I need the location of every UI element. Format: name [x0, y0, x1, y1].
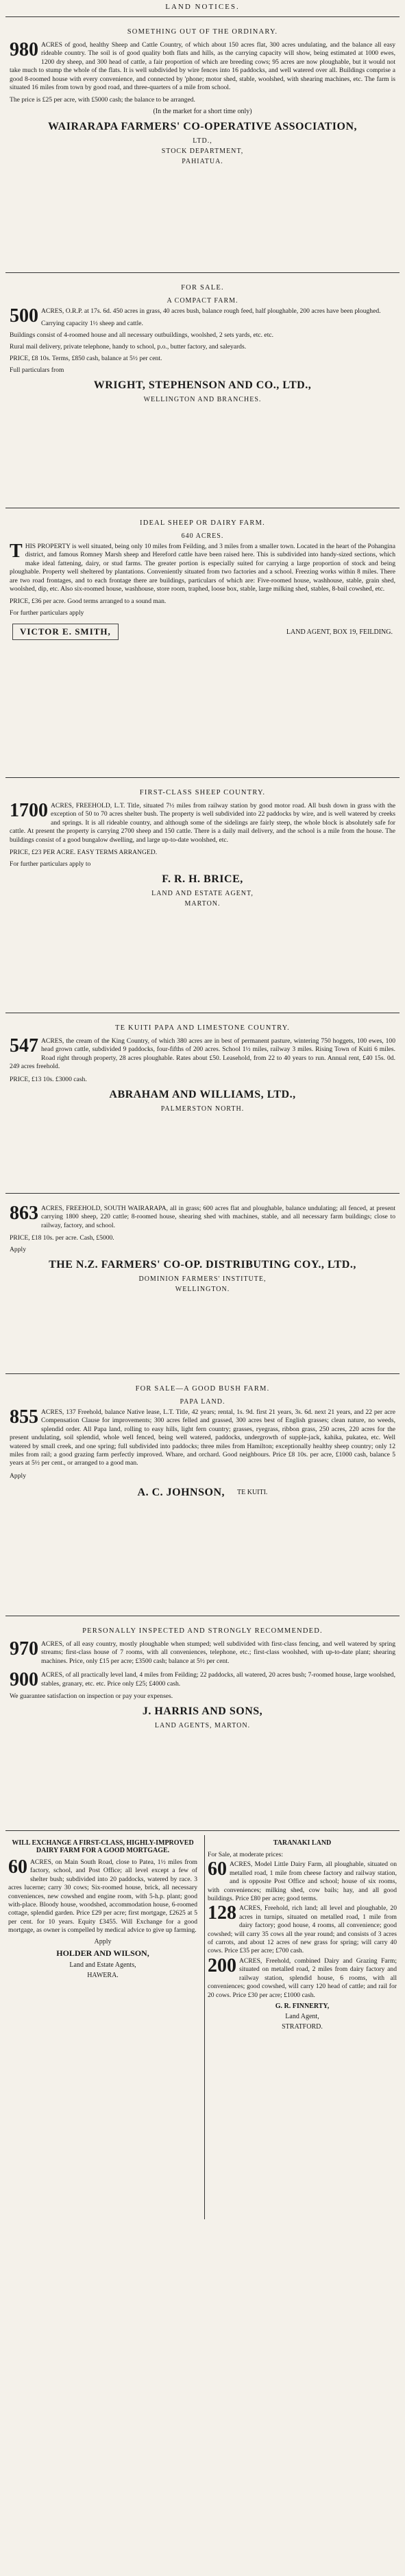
- divider: [5, 16, 400, 17]
- ad-carrying: Carrying capacity 1½ sheep and cattle.: [41, 320, 143, 328]
- ad-heading: FOR SALE—A GOOD BUSH FARM.: [135, 1385, 270, 1393]
- ad-contact: For further particulars apply to: [10, 860, 91, 868]
- ad-ideal-sheep-farm: [5, 512, 400, 773]
- ad-delivery: Rural mail delivery, private telephone, handy to school, p.o., butter factory, and saleyards.: [10, 343, 247, 351]
- ad-intro: For Sale, at moderate prices:: [208, 1851, 284, 1858]
- ad-heading: SOMETHING OUT OF THE ORDINARY.: [127, 28, 278, 36]
- ad-body-2: [10, 1669, 395, 1691]
- ad-body-2: [208, 1904, 397, 1955]
- divider: [5, 1373, 400, 1374]
- ad-heading: WILL EXCHANGE A FIRST-CLASS, HIGHLY-IMPROVED DAIRY FARM FOR A GOOD MORTGAGE.: [12, 1839, 194, 1854]
- ad-agent: F. R. H. BRICE,: [162, 873, 243, 886]
- ad-south-wairarapa: [5, 1198, 400, 1369]
- ad-heading: TE KUITI PAPA AND LIMESTONE COUNTRY.: [115, 1024, 290, 1032]
- ad-body-text: ACRES of good, healthy Sheep and Cattle Country, of which about 150 acres flat, 300 acres undulating, and the balance all easy rideable country. The soil is of good quality both flats and hills, as the carrying capacity will show, being estimated at 1000 ewes, 1200 dry sheep, and 300 head of cattle, a fair proportion of which are breeding cows; 95 acres are now ploughable, but it would not take much to stump the whole of the flats. It is well subdivided by wire fences into 16 paddocks, and well watered over all. Buildings comprise a good 8-roomed house with every convenience, and connected by 'phone; motor shed, stable, woolshed, with shearing machines, etc. The farm is situated 16 miles from town by good road, and three-quarters of a mile from school.: [10, 41, 395, 92]
- ad-agent: VICTOR E. SMITH,: [12, 624, 119, 640]
- ad-heading: IDEAL SHEEP OR DAIRY FARM.: [140, 519, 265, 527]
- ad-body-text: ACRES, FREEHOLD, SOUTH WAIRARAPA, all in grass; 600 acres flat and ploughable, balance undulating; all fenced, at present carrying 1800 sheep, 220 cattle; 8-roomed house, shearing shed with machines, stable, and all necessary farm buildings; close to railway, factory, and school.: [41, 1205, 395, 1229]
- ad-town: MARTON.: [184, 900, 221, 908]
- ad-body-text: ACRES, on Main South Road, close to Patea, 1½ miles from factory, school, and Post Office; all level except a few of shelter bush; subdivided into 20 paddocks, watered by race. 3 acres lucerne; carry 30 cows; Six-roomed house, brick, all necessary conveniences, new cowshed and engine room, with 5-h.p. plant; good with-place. Bloody house, woodshed, accommodation house, 6-roomed cottage, splendid garden. Price £29 per acre; first mortgage, £2625 at 5 per cent. for 10 years. Equity £3455. Will Exchange for a good mortgage, as owner is compelled by medical advice to give up farming.: [8, 1858, 197, 1935]
- divider: [5, 1193, 400, 1194]
- ad-bush-farm: [5, 1378, 400, 1611]
- ad-body-text: ACRES, O.R.P. at 17s. 6d. 450 acres in grass, 40 acres bush, balance rough feed, half ploughable, 200 acres have been ploughed.: [41, 307, 381, 315]
- ad-agent: THE N.Z. FARMERS' CO-OP. DISTRIBUTING COY., LTD.,: [49, 1259, 356, 1271]
- ad-agent-sub: Land and Estate Agents,: [69, 1961, 136, 1969]
- ad-price: PRICE, £8 10s. Terms, £850 cash, balance at 5½ per cent.: [10, 355, 162, 363]
- ad-branches: WELLINGTON AND BRANCHES.: [143, 396, 262, 404]
- ad-drop-figure: 900: [10, 1669, 38, 1691]
- ad-body: [10, 1037, 395, 1072]
- ad-town: PAHIATUA.: [182, 158, 223, 166]
- ad-agent-sub: LAND AND ESTATE AGENT,: [151, 890, 254, 898]
- ad-body-text: ACRES, Freehold, combined Dairy and Grazing Farm; situated on metalled road, 2 miles from dairy factory and railway station, splendid house, 6 rooms, with all conveniences; good cowshed, will carry 120 head of cattle; and rail for 20 cows. Price £30 per acre; £1000 cash.: [208, 1957, 397, 1999]
- ad-wairarapa-farmers: [5, 21, 400, 268]
- ad-agent-row: [12, 1487, 393, 1499]
- ad-agent: ABRAHAM AND WILLIAMS, LTD.,: [109, 1088, 296, 1100]
- ad-apply: Apply: [10, 1246, 26, 1254]
- ad-body-text: ACRES, of all easy country, mostly ploughable when stumped; well subdivided with first-class fencing, and well watered by spring streams; first-class house of 7 rooms, with all conveniences, telephone, etc.; first-class woolshed, with up-to-date plant; shearing machines. Price, only £15 per acre; £3500 cash; balance at 5½ per cent.: [41, 1640, 395, 1665]
- ad-agent: J. HARRIS AND SONS,: [142, 1705, 263, 1718]
- ad-body: [10, 1205, 395, 1230]
- ad-agent: G. R. FINNERTY,: [275, 2002, 330, 2010]
- ad-agent-sub: LAND AGENTS, MARTON.: [154, 1722, 251, 1730]
- ad-body: [8, 1858, 197, 1935]
- ad-agent-row: [12, 624, 393, 640]
- ad-agent: WRIGHT, STEPHENSON AND CO., LTD.,: [93, 379, 312, 392]
- ad-agent-sub: DOMINION FARMERS' INSTITUTE,: [138, 1275, 267, 1284]
- ad-price: PRICE, £18 10s. per acre. Cash, £5000.: [10, 1234, 114, 1242]
- ad-drop-figure: 60: [208, 1858, 227, 1880]
- divider: [5, 777, 400, 778]
- ad-apply: Apply: [94, 1937, 112, 1946]
- ad-contact: For further particulars apply: [10, 609, 84, 617]
- ad-apply: Apply: [10, 1472, 26, 1480]
- ad-drop-figure: 128: [208, 1902, 236, 1924]
- ad-drop-figure: T: [10, 541, 23, 562]
- ad-department: STOCK DEPARTMENT,: [161, 147, 244, 156]
- ad-holder-and-wilson: [5, 1835, 200, 2219]
- ad-subheading: A COMPACT FARM.: [167, 297, 238, 305]
- ad-town: HAWERA.: [87, 1971, 119, 1979]
- ad-drop-figure: 1700: [10, 800, 48, 821]
- ad-price: PRICE, £36 per acre. Good terms arranged to a sound man.: [10, 598, 167, 606]
- ad-body-text: ACRES, 137 Freehold, balance Native lease, L.T. Title, 42 years; rental, 1s. 9d. first 21 years, 3s. 6d. next 21 years, and 22 per acre Compensation Clause for improvements; 300 acres felled and grassed, 300 acres best of English grasses; clean nature, no weeds, splendid order. All Papa land, rolling to easy hills, light fern country; grasses, ryegrass, ribbon grass, 250 acres, 220 acres for the present undulating, soil splendid, whole well fenced, being well watered, paddocks, undergrowth of supple-jack, kahika, pukatea, etc. Well watered by small creek, and one spring; full subdivided into paddocks; three miles from Hamilton; exceptionally healthy sheep country; only 12 miles from rail; a good grazing farm perfectly improved. Whare, and orchard. Good neighbours. Price £8 10s. per acre, £1000 cash, balance 5 years at 5½ per cent., or arranged to a good man.: [10, 1408, 395, 1467]
- ad-price: PRICE, £13 10s. £3000 cash.: [10, 1075, 87, 1083]
- divider: [5, 1830, 400, 1831]
- newspaper-page: [5, 0, 400, 2219]
- ad-subheading: PAPA LAND.: [180, 1398, 225, 1406]
- ad-heading: PERSONALLY INSPECTED AND STRONGLY RECOMMENDED.: [82, 1627, 323, 1635]
- ad-drop-figure: 547: [10, 1035, 38, 1056]
- ad-heading: FIRST-CLASS SHEEP COUNTRY.: [139, 789, 266, 796]
- ad-town: TE KUITI.: [237, 1489, 268, 1497]
- ad-body-text: ACRES, the cream of the King Country, of which 380 acres are in best of permanent pasture, wintering 750 hoggets, 100 ewes, 100 head grown cattle, subdivided 9 paddocks, four-fifths of 200 acres. School 1½ miles, railway 3 miles. Rising Town of Kuiti 6 miles. Road right through property, 28 acres ploughable. Rates about £50. Leasehold, from 22 to 40 years to run. Annual rent, £40 15s. 0d. 249 acres freehold.: [10, 1037, 395, 1071]
- ad-contact: Full particulars from: [10, 366, 64, 375]
- ad-agent: HOLDER AND WILSON,: [56, 1948, 149, 1958]
- ad-finnerty: [204, 1835, 400, 2219]
- ad-body-text: ACRES, Model Little Dairy Farm, all ploughable, situated on metalled road, 1 mile from cheese factory and railway station, and is opposite Post Office and school; house of six rooms, with conveniences; milking shed, cow bails; hay, and all good buildings. Price £80 per acre; good terms.: [208, 1860, 397, 1903]
- ad-body-3: [208, 1954, 397, 2000]
- ad-heading: TARANAKI LAND: [273, 1839, 332, 1847]
- ad-body: [10, 543, 395, 593]
- ad-body-text: HIS PROPERTY is well situated, being only 10 miles from Feilding, and 3 miles from a smaller town. Located in the heart of the Pohangina district, and famous Romney Marsh sheep and Hereford cattle have been raised here. This is subdivided into handy-sized sections, which make ideal fattening, dairy, or stud farms. The greater portion is especially suited for carrying a large proportion of stock and being ploughable. Property well sheltered by plantations. Conveniently situated from two factories and a school. Freezing works within 8 miles. There are two road frontages, and to each frontage there are buildings, particulars of which are: Five-roomed house, washhouse, stable, grain shed, woolshed, dip, etc. Also six-roomed house, washhouse, store room, traphed, loose box, stable, large milking shed, stables, 8-bail cowshed, etc.: [10, 543, 395, 593]
- bottom-columns: [5, 1835, 400, 2219]
- ad-agent-address: LAND AGENT, BOX 19, FEILDING.: [286, 628, 393, 636]
- ad-price: PRICE, £23 PER ACRE. EASY TERMS ARRANGED.: [10, 849, 158, 857]
- ad-agent: WAIRARAPA FARMERS' CO-OPERATIVE ASSOCIATION,: [47, 121, 358, 133]
- ad-drop-figure: 970: [10, 1638, 38, 1659]
- ad-te-kuiti: [5, 1017, 400, 1189]
- ad-price: The price is £25 per acre, with £5000 cash; the balance to be arranged.: [10, 96, 195, 104]
- section-masthead: LAND NOTICES.: [165, 3, 240, 11]
- ad-agent-sub: LTD.,: [193, 137, 212, 145]
- ad-note: (In the market for a short time only): [153, 108, 252, 116]
- ad-subheading: 640 ACRES.: [181, 532, 224, 540]
- ad-agent-sub: Land Agent,: [285, 2012, 319, 2020]
- ad-drop-figure: 980: [10, 39, 38, 60]
- ad-town: WELLINGTON.: [175, 1286, 230, 1294]
- ad-drop-figure: 855: [10, 1406, 38, 1428]
- ad-body: [10, 41, 395, 92]
- ad-town: STRATFORD.: [282, 2022, 323, 2031]
- ad-harris-and-sons: [5, 1620, 400, 1826]
- ad-agent: A. C. JOHNSON,: [137, 1486, 225, 1498]
- ad-body-text: ACRES, Freehold, rich land; all level and ploughable, 20 acres in turnips, situated on metalled road, 1 mile from dairy factory; good house, 4 rooms, all convenience; good cowshed; will carry 35 cows all the year round; and consists of 3 acres of carrots, and about 12 acres of new grass for spring; will carry 40 cows. Price £35 per acre; £700 cash.: [208, 1904, 397, 1955]
- ad-body-text: ACRES, FREEHOLD, L.T. Title, situated 7½ miles from railway station by good motor road. All bush down in grass with the exception of 50 to 70 acres shelter bush. The property is well subdivided into 22 paddocks by wire, and is well watered by creeks and springs. It is all rideable country, and although some of the sidelings are fairly steep, the whole block is absolutely safe for cattle. At present the property is carrying 2700 sheep and 150 cattle. There is a daily mail delivery, and the school is a mile from the house. The buildings consist of a good bungalow dwelling, and large up-to-date woolshed, etc.: [10, 802, 395, 844]
- ad-heading: FOR SALE.: [181, 284, 224, 292]
- ad-body: [10, 802, 395, 844]
- divider: [5, 272, 400, 273]
- ad-drop-figure: 200: [208, 1954, 236, 1976]
- ad-drop-figure: 60: [8, 1856, 27, 1878]
- ad-drop-figure: 863: [10, 1203, 38, 1224]
- ad-body: [10, 1408, 395, 1468]
- ad-compact-farm: [5, 277, 400, 504]
- ad-buildings: Buildings consist of 4-roomed house and all necessary outbuildings, woolshed, 2 sets yards, etc. etc.: [10, 331, 274, 340]
- ad-guarantee: We guarantee satisfaction on inspection or pay your expenses.: [10, 1692, 173, 1701]
- ad-first-class-sheep: [5, 782, 400, 1008]
- ad-body-1: [208, 1860, 397, 1903]
- ad-body-text: ACRES, of all practically level land, 4 miles from Feilding; 22 paddocks, all watered, 20 acres bush; 7-roomed house, large woolshed, stables, granary, etc. etc. Price only £25; £4000 cash.: [41, 1671, 395, 1688]
- ad-body-1: [10, 1640, 395, 1666]
- ad-town: PALMERSTON NORTH.: [160, 1104, 245, 1113]
- ad-drop-figure: 500: [10, 305, 38, 327]
